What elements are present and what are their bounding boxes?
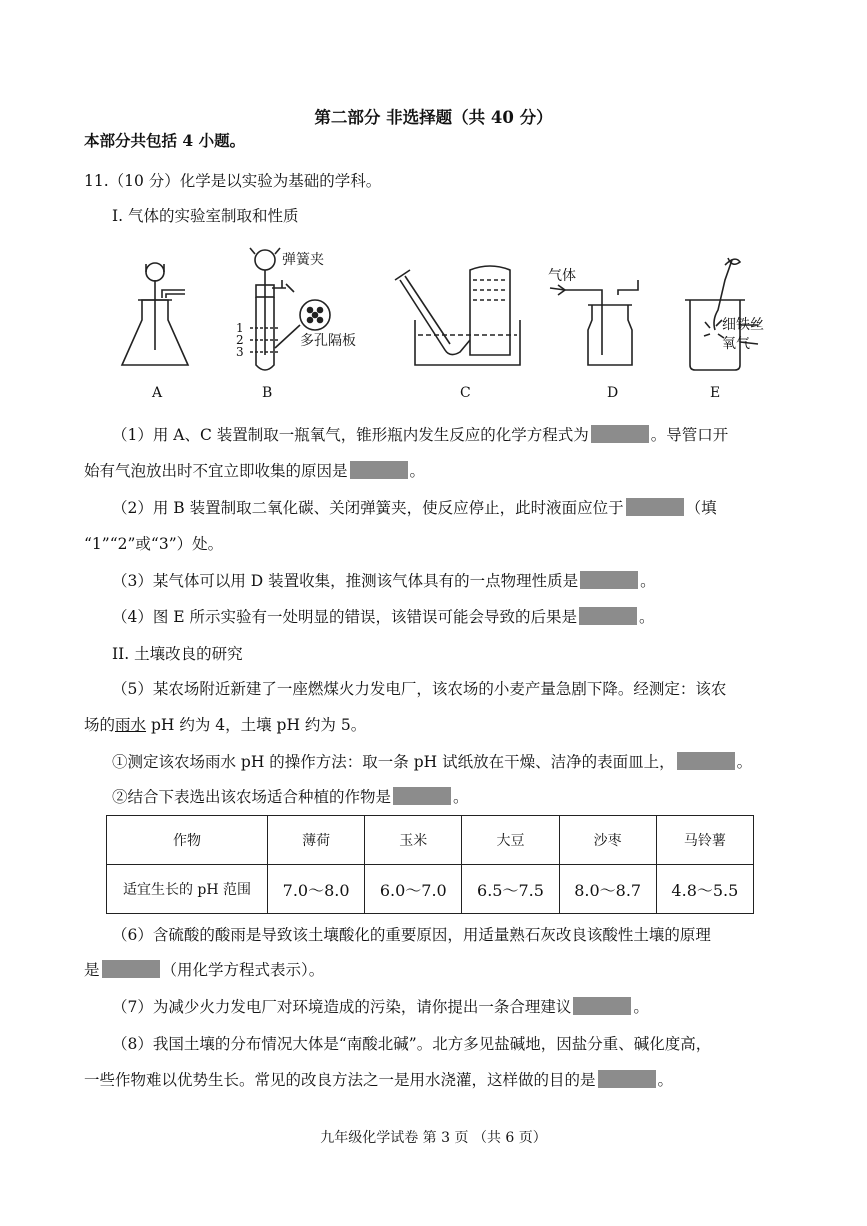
- q4-text-a: （4）图 E 所示实验有一处明显的错误，该错误可能会导致的后果是: [112, 608, 578, 626]
- apparatus-d: [550, 280, 638, 365]
- table-cell: 薄荷: [268, 816, 365, 865]
- q5-line2: [84, 714, 366, 736]
- q6-text-c: （用化学方程式表示）。: [161, 961, 325, 979]
- answer-blank[interactable]: [579, 607, 637, 625]
- label-a: A: [152, 385, 163, 401]
- q8-line2: [84, 1069, 673, 1091]
- q6-text-b: 是: [84, 961, 100, 979]
- q5-line1: （5）某农场附近新建了一座燃煤火力发电厂，该农场的小麦产量急剧下降。经测定：该农: [112, 680, 727, 698]
- label-spring-clip: 弹簧夹: [282, 252, 324, 268]
- q2-line1: [112, 497, 717, 519]
- label-c: C: [460, 385, 471, 401]
- q5-2-end: 。: [453, 788, 469, 806]
- apparatus-a: [122, 263, 188, 365]
- apparatus-c: [395, 266, 520, 365]
- q5-sub1: [112, 751, 752, 773]
- q8-text-c: 。: [657, 1071, 674, 1089]
- label-d: D: [607, 385, 619, 401]
- q5-text-b1: 场的: [84, 716, 116, 734]
- answer-blank[interactable]: [573, 997, 631, 1015]
- q1-line2: [84, 460, 425, 482]
- answer-blank[interactable]: [677, 752, 735, 770]
- q7-text-b: 。: [633, 998, 649, 1016]
- q1-text-d: 。: [409, 462, 426, 480]
- answer-blank[interactable]: [350, 461, 408, 479]
- crop-ph-table: [106, 815, 754, 914]
- q1-text-c: 始有气泡放出时不宜立即收集的原因是: [84, 462, 348, 480]
- q2-text-a: （2）用 B 装置制取二氧化碳、关闭弹簧夹，使反应停止，此时液面应位于: [112, 499, 624, 517]
- table-cell: 4.8～5.5: [656, 865, 753, 914]
- q6-line2: [84, 959, 324, 981]
- table-cell: 玉米: [365, 816, 462, 865]
- label-iron-wire: 细铁丝: [722, 317, 764, 333]
- table-cell: 作物: [107, 816, 268, 865]
- level-3: 3: [236, 345, 244, 359]
- q1-line1: [112, 424, 728, 446]
- table-cell: 大豆: [462, 816, 559, 865]
- q5-2-text: ②结合下表选出该农场适合种植的作物是: [112, 788, 392, 806]
- table-cell: 6.5～7.5: [462, 865, 559, 914]
- q8-text-b: 一些作物难以优势生长。常见的改良方法之一是用水浇灌，这样做的目的是: [84, 1071, 596, 1089]
- q5-1-text: ①测定该农场雨水 pH 的操作方法：取一条 pH 试纸放在干燥、洁净的表面皿上，: [112, 753, 675, 771]
- label-oxygen: 氧气: [722, 336, 750, 352]
- q7-line: [112, 996, 649, 1018]
- q5-1-end: 。: [736, 753, 753, 771]
- q6-line1: （6）含硫酸的酸雨是导致该土壤酸化的重要原因，用适量熟石灰改良该酸性土壤的原理: [112, 926, 711, 944]
- table-cell: 7.0～8.0: [268, 865, 365, 914]
- q1-text-a: （1）用 A、C 装置制取一瓶氧气，锥形瓶内发生反应的化学方程式为: [112, 426, 589, 444]
- table-cell: 6.0～7.0: [365, 865, 462, 914]
- answer-blank[interactable]: [591, 425, 649, 443]
- label-e: E: [710, 385, 721, 401]
- q2-line2: “1”“2”或“3”）处。: [84, 535, 224, 553]
- q7-text-a: （7）为减少火力发电厂对环境造成的污染，请你提出一条合理建议: [112, 998, 572, 1016]
- part1-title: I. 气体的实验室制取和性质: [112, 207, 299, 225]
- q1-text-b: 。导管口开: [650, 426, 729, 444]
- intro-text: 本部分共包括 4 小题。: [84, 131, 246, 150]
- table-cell: 沙枣: [559, 816, 656, 865]
- answer-blank[interactable]: [102, 960, 160, 978]
- label-b: B: [262, 385, 273, 401]
- q5-sub2: [112, 786, 469, 808]
- q3-text-a: （3）某气体可以用 D 装置收集，推测该气体具有的一点物理性质是: [112, 572, 579, 590]
- q4-line: [112, 606, 655, 628]
- apparatus-diagram: [110, 240, 770, 405]
- q8-line1: （8）我国土壤的分布情况大体是“南酸北碱”。北方多见盐碱地，因盐分重、碱化度高，: [112, 1035, 712, 1053]
- q5-text-b3: pH 约为 4，土壤 pH 约为 5。: [146, 716, 367, 734]
- q3-text-b: 。: [640, 572, 656, 590]
- q2-text-b: （填: [685, 499, 717, 517]
- label-gas: 气体: [548, 268, 576, 284]
- level-1: 1: [236, 321, 244, 335]
- level-2: 2: [236, 333, 244, 347]
- table-row: [107, 865, 754, 914]
- answer-blank[interactable]: [580, 571, 638, 589]
- answer-blank[interactable]: [626, 498, 684, 516]
- table-header-row: [107, 816, 754, 865]
- label-porous-plate: 多孔隔板: [300, 333, 356, 349]
- table-cell: 马铃薯: [656, 816, 753, 865]
- q5-rainwater: 雨水: [115, 716, 147, 734]
- section-title: 第二部分 非选择题（共 40 分）: [314, 108, 553, 127]
- part2-title: II. 土壤改良的研究: [112, 645, 243, 663]
- question-11: 11.（10 分）化学是以实验为基础的学科。: [84, 172, 382, 190]
- table-cell: 8.0～8.7: [559, 865, 656, 914]
- q3-line: [112, 570, 656, 592]
- q4-text-b: 。: [639, 608, 655, 626]
- answer-blank[interactable]: [598, 1070, 656, 1088]
- table-cell: 适宜生长的 pH 范围: [107, 865, 268, 914]
- page-footer: 九年级化学试卷 第 3 页 （共 6 页）: [320, 1130, 547, 1146]
- apparatus-e: [685, 258, 758, 370]
- answer-blank[interactable]: [393, 787, 451, 805]
